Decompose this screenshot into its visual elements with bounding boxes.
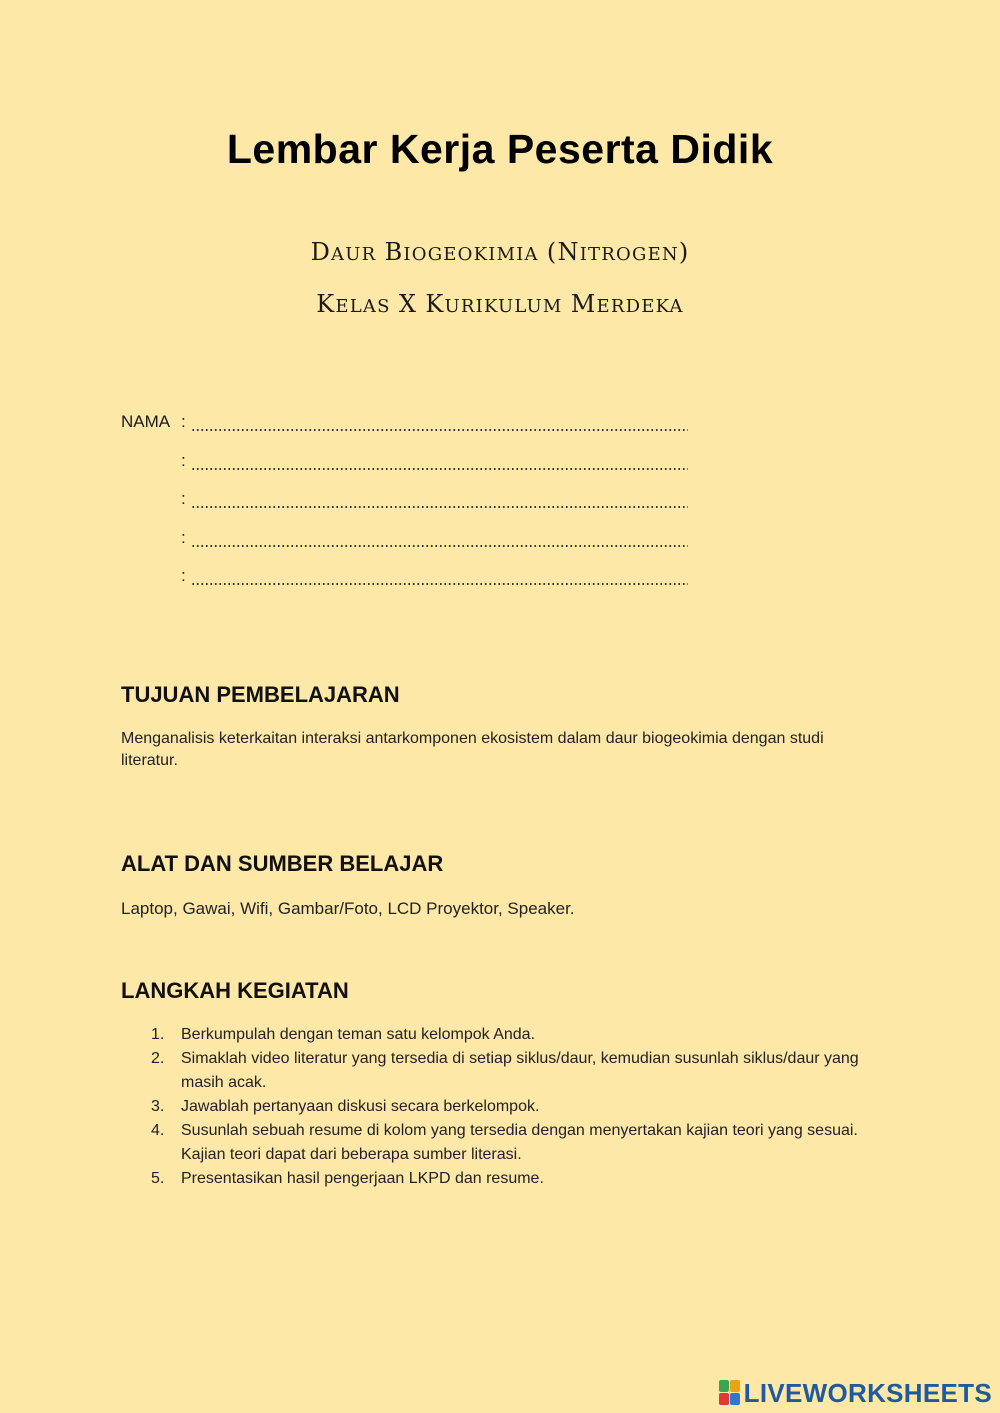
name-colon: :: [181, 566, 186, 585]
step-text: Simaklah video literatur yang tersedia di setiap siklus/daur, kemudian susunlah siklus/daur yang masih acak.: [181, 1050, 859, 1091]
name-dotted-line[interactable]: [191, 506, 688, 508]
subtitle-class: KELAS X KURIKULUM MERDEKA: [316, 290, 684, 318]
name-dotted-line[interactable]: [191, 429, 688, 431]
name-colon: :: [181, 527, 186, 547]
liveworksheets-icon: [719, 1380, 741, 1406]
step-number: 4.: [151, 1122, 165, 1139]
section-text-alat: Laptop, Gawai, Wifi, Gambar/Foto, LCD Proyektor, Speaker.: [121, 899, 575, 918]
name-dotted-line[interactable]: [191, 468, 688, 470]
section-heading-alat: ALAT DAN SUMBER BELAJAR: [121, 851, 444, 876]
name-dotted-line[interactable]: [191, 583, 688, 585]
step-number: 3.: [151, 1098, 165, 1115]
name-label: NAMA: [121, 412, 171, 431]
section-heading-tujuan: TUJUAN PEMBELAJARAN: [121, 682, 400, 707]
liveworksheets-logo[interactable]: [719, 1378, 992, 1408]
step-text: Presentasikan hasil pengerjaan LKPD dan resume.: [181, 1170, 544, 1187]
section-heading-langkah: LANGKAH KEGIATAN: [121, 978, 349, 1003]
watermark-text: LIVEWORKSHEETS: [743, 1377, 992, 1408]
list-item: [121, 1119, 881, 1167]
list-item: [121, 1167, 881, 1191]
name-colon: :: [181, 412, 186, 431]
page-title: Lembar Kerja Peserta Didik: [226, 126, 774, 172]
name-colon: :: [181, 489, 186, 508]
name-dotted-line[interactable]: [191, 545, 688, 547]
subtitle-topic: DAUR BIOGEOKIMIA (NITROGEN): [310, 238, 690, 266]
list-item: [121, 1095, 881, 1119]
step-text: Jawablah pertanyaan diskusi secara berkelompok.: [181, 1098, 540, 1115]
steps-list: [121, 1023, 881, 1191]
section-text-tujuan: Menganalisis keterkaitan interaksi antarkomponen ekosistem dalam daur biogeokimia dengan studi literatur.: [121, 730, 824, 769]
name-colon: :: [181, 450, 186, 470]
step-number: 5.: [151, 1170, 165, 1187]
list-item: [121, 1047, 881, 1095]
list-item: [121, 1023, 881, 1047]
step-number: 2.: [151, 1050, 165, 1067]
step-text: Berkumpulah dengan teman satu kelompok Anda.: [181, 1026, 536, 1043]
step-text: Susunlah sebuah resume di kolom yang tersedia dengan menyertakan kajian teori yang sesuai. Kajian teori dapat dari beberapa sumber literasi.: [181, 1122, 858, 1163]
step-number: 1.: [151, 1026, 165, 1043]
